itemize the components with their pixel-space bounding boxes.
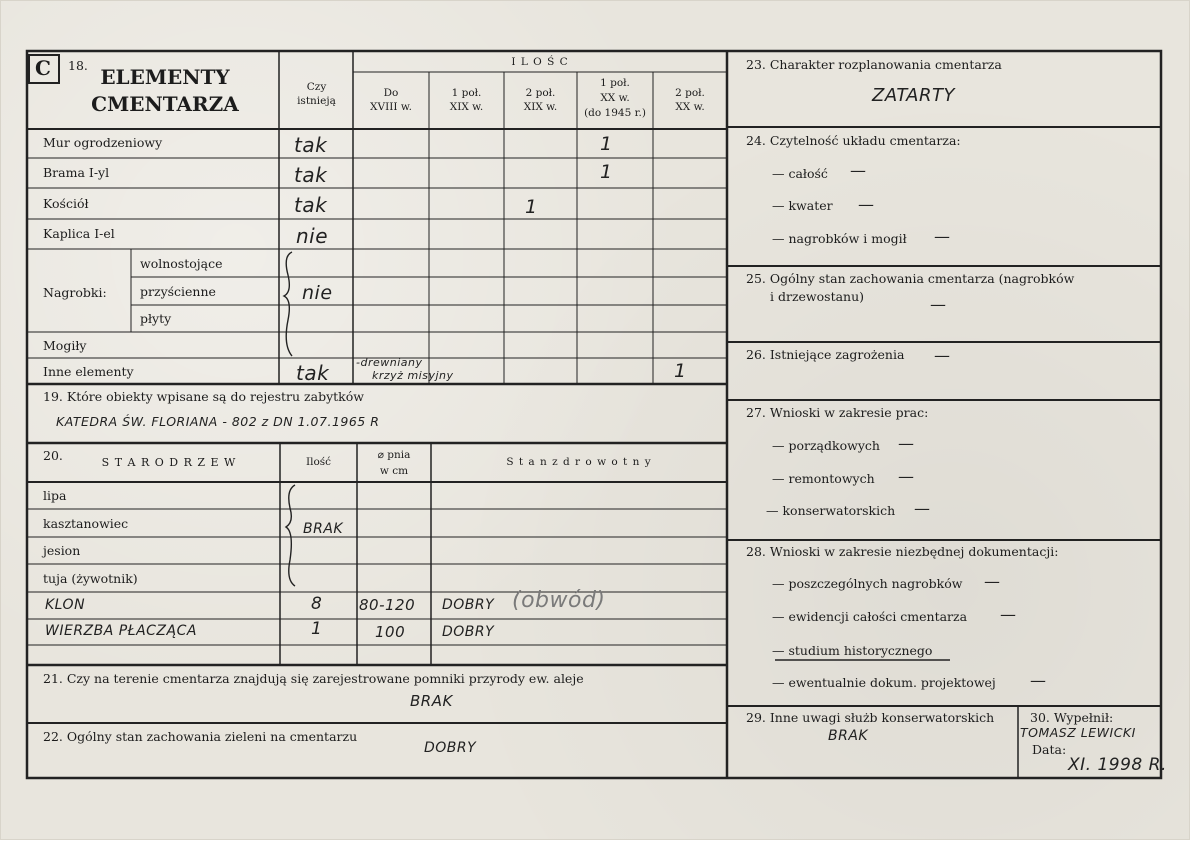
tree-diameter-header: ⌀ pnia: [377, 449, 411, 461]
section-18-number: 18.: [68, 58, 88, 73]
hw-inne-note-line2: krzyż misyjny: [372, 369, 454, 382]
section-28-item: — ewidencji całości cmentarza: [772, 609, 968, 624]
row-label-nagrobki: Nagrobki:: [43, 285, 107, 300]
period-header: (do 1945 r.): [584, 107, 646, 119]
hw-tree-extra-health: DOBRY: [442, 624, 495, 640]
hw-tree-extra-health: DOBRY: [442, 597, 495, 613]
hw-kaplica-exists: nie: [296, 224, 329, 248]
quantity-header: I L O Ś C: [511, 56, 569, 68]
section-18-title: ELEMENTY: [100, 65, 230, 89]
period-header: 2 poł.: [525, 87, 556, 99]
section-28-dash: —: [984, 572, 1001, 591]
card-letter: C: [35, 56, 51, 80]
section-25-dash: —: [930, 295, 947, 314]
section-27-dash: —: [898, 467, 915, 486]
row-label-brama: Brama I-yl: [43, 165, 110, 180]
hw-kosciol-qty: 1: [525, 196, 538, 218]
section-29-value: BRAK: [828, 728, 869, 744]
period-header: 2 poł.: [675, 87, 705, 99]
section-28-dash: —: [1030, 671, 1047, 690]
section-30-name: TOMASZ LEWICKI: [1020, 725, 1136, 740]
section-24-dash: —: [850, 161, 867, 180]
hw-mur-exists: tak: [294, 133, 328, 157]
hw-tree-extra-qty: 8: [311, 594, 323, 614]
section-24-label: 24. Czytelność układu cmentarza:: [746, 133, 961, 148]
section-24-dash: —: [858, 195, 875, 214]
hw-tree-extra-name: KLON: [45, 597, 86, 613]
section-27-item: — porządkowych: [772, 438, 880, 453]
section-20-title: S T A R O D R Z E W: [101, 456, 237, 469]
row-label-mur: Mur ogrodzeniowy: [43, 135, 163, 150]
hw-brama-qty: 1: [600, 161, 613, 183]
hw-inne-note: -drewniany: [356, 356, 423, 369]
tree-species: jesion: [43, 543, 81, 558]
section-28-item: — poszczególnych nagrobków: [772, 576, 963, 591]
section-25-label-line2: i drzewostanu): [770, 289, 865, 304]
tree-species: tuja (żywotnik): [43, 571, 138, 586]
tree-health-header: S t a n z d r o w o t n y: [506, 456, 652, 468]
section-30-date: XI. 1998 R.: [1068, 755, 1167, 775]
section-19-value: KATEDRA ŚW. FLORIANA - 802 z DN 1.07.1965 R: [56, 414, 380, 429]
tree-diameter-header-line2: w cm: [379, 465, 409, 477]
section-24-dash: —: [934, 227, 951, 246]
period-header: XIX w.: [449, 101, 484, 113]
section-30-label: 30. Wypełnił:: [1030, 710, 1114, 725]
exists-header-line2: istnieją: [297, 95, 336, 107]
hw-inne-qty: 1: [674, 360, 687, 382]
tree-species: kasztanowiec: [43, 516, 129, 531]
row-label-przyscienne: przyścienne: [140, 284, 216, 299]
row-label-mogily: Mogiły: [43, 338, 87, 353]
section-21-label: 21. Czy na terenie cmentarza znajdują się zarejestrowane pomniki przyrody ew. aleje: [43, 671, 584, 686]
tree-species: lipa: [43, 488, 67, 503]
section-27-label: 27. Wnioski w zakresie prac:: [746, 405, 929, 420]
section-26-label: 26. Istniejące zagrożenia: [746, 347, 905, 362]
hw-tree-extra-diameter: 80-120: [359, 596, 416, 614]
row-label-plyty: płyty: [140, 311, 172, 326]
section-24-item: — nagrobków i mogił: [772, 231, 907, 246]
section-27-dash: —: [898, 434, 915, 453]
period-header: XX w.: [600, 92, 630, 104]
period-header: 1 poł.: [451, 87, 482, 99]
period-header: Do: [383, 87, 399, 99]
period-header: 1 poł.: [600, 77, 630, 89]
section-24-item: — całość: [772, 166, 828, 181]
section-27-item: — konserwatorskich: [766, 503, 896, 518]
section-28-label: 28. Wnioski w zakresie niezbędnej dokumentacji:: [746, 544, 1059, 559]
section-24-item: — kwater: [772, 198, 833, 213]
period-header: XX w.: [675, 101, 705, 113]
hw-nagrobki-exists: nie: [302, 282, 333, 304]
hw-kosciol-exists: tak: [294, 193, 328, 217]
section-27-dash: —: [914, 499, 931, 518]
period-header: XIX w.: [523, 101, 558, 113]
row-label-wolnostojace: wolnostojące: [140, 256, 223, 271]
section-27-item: — remontowych: [772, 471, 875, 486]
hw-tree-extra-qty: 1: [311, 619, 323, 639]
section-25-label: 25. Ogólny stan zachowania cmentarza (nagrobków: [746, 271, 1075, 286]
hw-mur-qty: 1: [600, 133, 613, 155]
hw-brama-exists: tak: [294, 163, 328, 187]
row-label-kaplica: Kaplica I-el: [43, 226, 115, 241]
row-label-inne: Inne elementy: [43, 364, 134, 379]
hw-tree-note-obwod: (obwód): [512, 588, 606, 613]
hw-tree-extra-name: WIERZBA PŁACZĄCA: [45, 623, 197, 639]
section-19-label: 19. Które obiekty wpisane są do rejestru zabytków: [43, 389, 364, 404]
section-30-date-label: Data:: [1032, 742, 1067, 757]
section-29-label: 29. Inne uwagi służb konserwatorskich: [746, 710, 995, 725]
section-21-value: BRAK: [410, 692, 453, 710]
row-label-kosciol: Kościół: [43, 196, 89, 211]
section-28-item: — ewentualnie dokum. projektowej: [772, 675, 996, 690]
section-20-number: 20.: [43, 448, 63, 463]
section-22-label: 22. Ogólny stan zachowania zieleni na cmentarzu: [43, 729, 358, 744]
section-28-item: — studium historycznego: [772, 643, 933, 658]
exists-header: Czy: [306, 81, 327, 93]
section-18-title-line2: CMENTARZA: [91, 92, 239, 116]
hw-inne-exists: tak: [296, 361, 330, 385]
tree-qty-header: Ilość: [305, 456, 332, 468]
hw-tree-extra-diameter: 100: [375, 623, 406, 641]
section-28-dash: —: [1000, 605, 1017, 624]
section-23-value: ZATARTY: [872, 85, 955, 106]
hw-trees-brak: BRAK: [303, 521, 344, 537]
section-22-value: DOBRY: [424, 740, 477, 756]
section-23-label: 23. Charakter rozplanowania cmentarza: [746, 57, 1002, 72]
section-26-dash: —: [934, 346, 951, 365]
period-header: XVIII w.: [370, 101, 412, 113]
